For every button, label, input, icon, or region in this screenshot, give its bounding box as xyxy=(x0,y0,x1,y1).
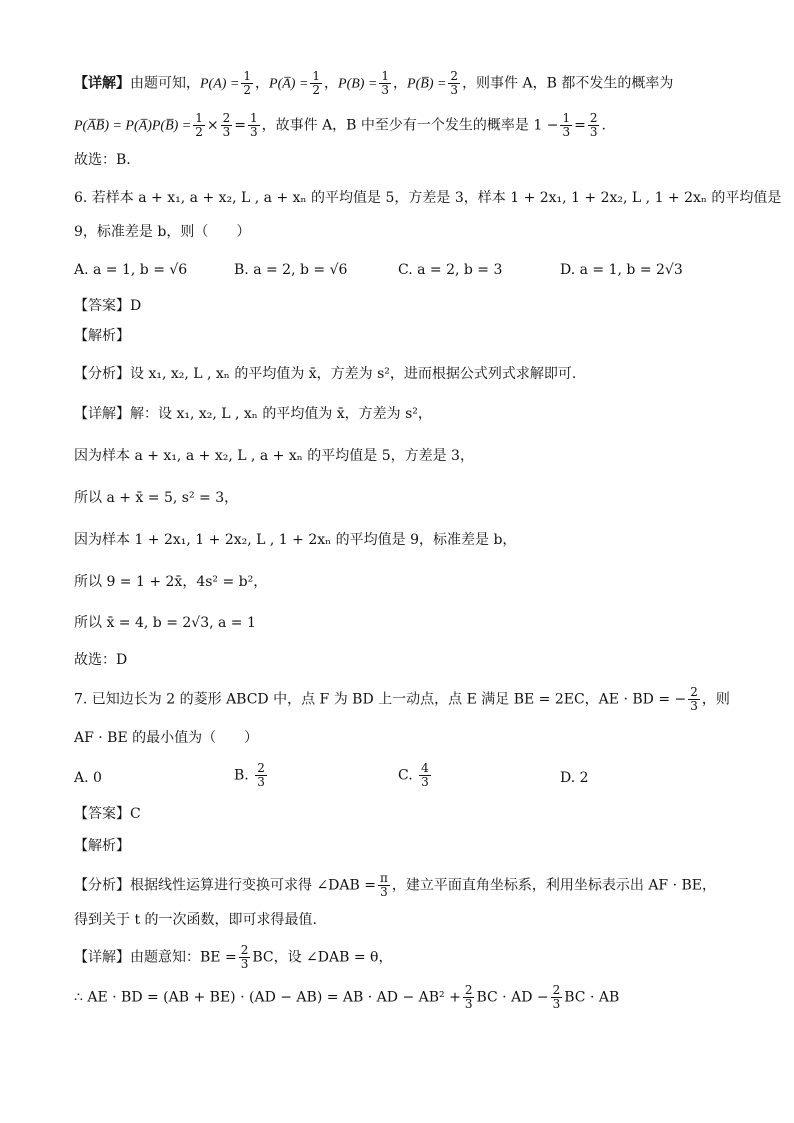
q6-stem-line2: 9，标准差是 b，则（ ） xyxy=(74,224,251,240)
q6-step5: 所以 x̄ = 4, b = 2√3, a = 1 xyxy=(74,615,256,631)
q6-stem-line1: 6. 若样本 a + x₁, a + x₂, L , a + xₙ 的平均值是 5，方差是 3，样本 1 + 2x₁, 1 + 2x₂, L , 1 + 2xₙ 的平均值是 xyxy=(74,190,782,206)
q6-answer: 【答案】D xyxy=(74,298,142,314)
q7-option-a: A. 0 xyxy=(74,770,102,786)
q6-step1: 因为样本 a + x₁, a + x₂, L , a + xₙ 的平均值是 5，方差是 3， xyxy=(74,448,474,464)
q5-detail-line2: P(A̅B̅) = P(A̅)P(B̅) = $\frac{1}{2}$ × $\frac{2}{3}$ = $\frac{1}{3}$ ，故事件 A，B 中至少有一个发生的概率是 1 − $\frac{1}{3}$ = $\frac{2}{3}$ . xyxy=(74,111,606,139)
q6-analysis-tag: 【解析】 xyxy=(74,328,130,344)
q6-step2: 所以 a + x̄ = 5, s² = 3， xyxy=(74,490,239,506)
q7-detail-line2: ∴ AE · BD = (AB + BE) · (AD − AB) = AB · AD − AB² + $\frac{2}{3}$ BC · AD − $\frac{2}{3}$ BC · AB xyxy=(74,983,620,1011)
q5-detail-line1: 【详解】由题可知，P(A) = $\frac{1}{2}$ ，P(A̅) = $\frac{1}{2}$ ，P(B) = $\frac{1}{3}$ ，P(B̅) = $\frac{2}{3}$ ，则事件 A，B 都不发生的概率为 xyxy=(74,69,674,97)
q7-stem-line2: AF · BE 的最小值为（ ） xyxy=(74,730,259,746)
q7-option-c: C. $\frac{4}{3}$ xyxy=(398,761,429,789)
q6-fenxi: 【分析】设 x₁, x₂, L , xₙ 的平均值为 x̄，方差为 s²，进而根据公式列式求解即可. xyxy=(74,366,577,382)
q6-detail: 【详解】解：设 x₁, x₂, L , xₙ 的平均值为 x̄，方差为 s²， xyxy=(74,406,432,422)
q7-option-b: B. $\frac{2}{3}$ xyxy=(234,761,265,789)
q7-analysis-tag: 【解析】 xyxy=(74,838,130,854)
q7-stem-line1: 7. 已知边长为 2 的菱形 ABCD 中，点 F 为 BD 上一动点，点 E 满足 BE = 2EC，AE · BD = − $\frac{2}{3}$ ，则 xyxy=(74,685,730,713)
q6-step4: 所以 9 = 1 + 2x̄，4s² = b²， xyxy=(74,574,268,590)
detail-tag: 【详解】 xyxy=(74,75,130,92)
q6-option-d: D. a = 1, b = 2√3 xyxy=(560,262,683,278)
q7-fenxi-line2: 得到关于 t 的一次函数，即可求得最值. xyxy=(74,912,317,928)
q6-choose: 故选：D xyxy=(74,652,128,668)
q6-step3: 因为样本 1 + 2x₁, 1 + 2x₂, L , 1 + 2xₙ 的平均值是 9，标准差是 b， xyxy=(74,532,517,548)
q7-answer: 【答案】C xyxy=(74,806,141,822)
q6-option-b: B. a = 2, b = √6 xyxy=(234,262,348,278)
q6-option-a: A. a = 1, b = √6 xyxy=(74,262,188,278)
q5-choose: 故选：B. xyxy=(74,152,131,168)
q6-option-c: C. a = 2, b = 3 xyxy=(398,262,503,278)
q7-option-d: D. 2 xyxy=(560,770,589,786)
q7-fenxi-line1: 【分析】根据线性运算进行变换可求得 ∠DAB = $\frac{\pi}{3}$ ，建立平面直角坐标系，利用坐标表示出 AF · BE， xyxy=(74,871,717,899)
q7-detail-line1: 【详解】由题意知：BE = $\frac{2}{3}$ BC，设 ∠DAB = θ， xyxy=(74,943,393,971)
